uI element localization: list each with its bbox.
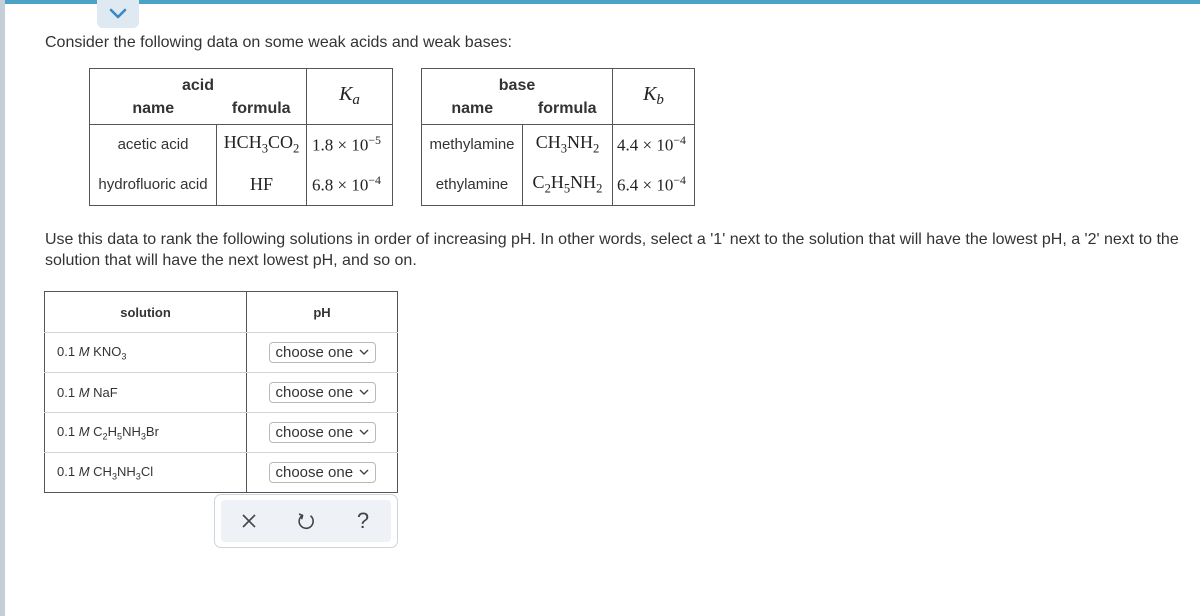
- acid-data-table: [89, 68, 393, 206]
- base-data-table: [421, 68, 695, 206]
- acid-formula: $HCH_3CO_2$: [217, 125, 307, 165]
- left-rail: [0, 0, 5, 616]
- ph-header: pH: [247, 292, 398, 333]
- ph-rank-select[interactable]: choose one: [269, 422, 376, 443]
- chevron-down-icon: [359, 429, 369, 436]
- base-name-header: name: [422, 95, 523, 125]
- undo-button[interactable]: [291, 506, 321, 536]
- ka-symbol: K: [339, 83, 353, 106]
- answer-toolbar: [214, 494, 398, 548]
- acid-formula: HF: [217, 165, 307, 206]
- acid-row-hydrofluoric: [90, 165, 393, 206]
- instructions-text: Use this data to rank the following solutions in order of increasing pH. In other words, select a '1' next to the solution that will have the lowest pH, a '2' next to the solution that will have the next lowest pH, and so on.: [45, 231, 1179, 269]
- acid-name: hydrofluoric acid: [90, 165, 217, 206]
- help-button[interactable]: [348, 506, 378, 536]
- base-row-methylamine: [422, 125, 695, 165]
- ph-rank-select[interactable]: choose one: [269, 342, 376, 363]
- solution-label: 0.1 M $CH_3NH_3Cl$: [45, 453, 247, 493]
- solution-row: [45, 453, 398, 493]
- solution-label: 0.1 M $KNO_3$: [45, 333, 247, 373]
- acid-formula-header: formula: [217, 95, 307, 125]
- ph-rank-select[interactable]: choose one: [269, 462, 376, 483]
- solution-row: [45, 413, 398, 453]
- acid-group-header: acid: [90, 69, 307, 95]
- acid-name-header: name: [90, 95, 217, 125]
- base-name: ethylamine: [422, 165, 523, 206]
- chevron-down-icon: [109, 8, 127, 20]
- solution-header: solution: [45, 292, 247, 333]
- kb-value: $6.4 \times 10^{-4}$: [613, 165, 695, 206]
- base-row-ethylamine: [422, 165, 695, 206]
- ka-subscript: a: [352, 92, 360, 109]
- base-formula: $CH_3NH_2$: [523, 125, 613, 165]
- solution-row: [45, 333, 398, 373]
- kb-value: $4.4 \times 10^{-4}$: [613, 125, 695, 165]
- kb-subscript: b: [656, 92, 664, 109]
- close-icon: [241, 513, 257, 529]
- kb-header: [613, 69, 695, 125]
- solution-row: [45, 373, 398, 413]
- chevron-down-icon: [359, 469, 369, 476]
- top-accent-bar: [0, 0, 1200, 4]
- base-name: methylamine: [422, 125, 523, 165]
- ph-rank-select[interactable]: choose one: [269, 382, 376, 403]
- undo-icon: [296, 511, 316, 531]
- acid-row-acetic: [90, 125, 393, 165]
- collapse-tab[interactable]: [97, 0, 139, 28]
- clear-button[interactable]: [234, 506, 264, 536]
- svg-text:?: ?: [356, 510, 369, 532]
- kb-symbol: K: [643, 83, 657, 106]
- intro-text: Consider the following data on some weak acids and weak bases:: [45, 34, 512, 51]
- ka-value: $1.8 \times 10^{-5}$: [307, 125, 393, 165]
- help-icon: [353, 510, 373, 532]
- ka-value: $6.8 \times 10^{-4}$: [307, 165, 393, 206]
- chevron-down-icon: [359, 389, 369, 396]
- acid-name: acetic acid: [90, 125, 217, 165]
- solution-ranking-table: [44, 291, 398, 493]
- solution-label: 0.1 M NaF: [45, 373, 247, 413]
- base-group-header: base: [422, 69, 613, 95]
- ka-header: [307, 69, 393, 125]
- base-formula: $C_2H_5NH_2$: [523, 165, 613, 206]
- solution-label: 0.1 M $C_2H_5NH_3Br$: [45, 413, 247, 453]
- base-formula-header: formula: [523, 95, 613, 125]
- chevron-down-icon: [359, 349, 369, 356]
